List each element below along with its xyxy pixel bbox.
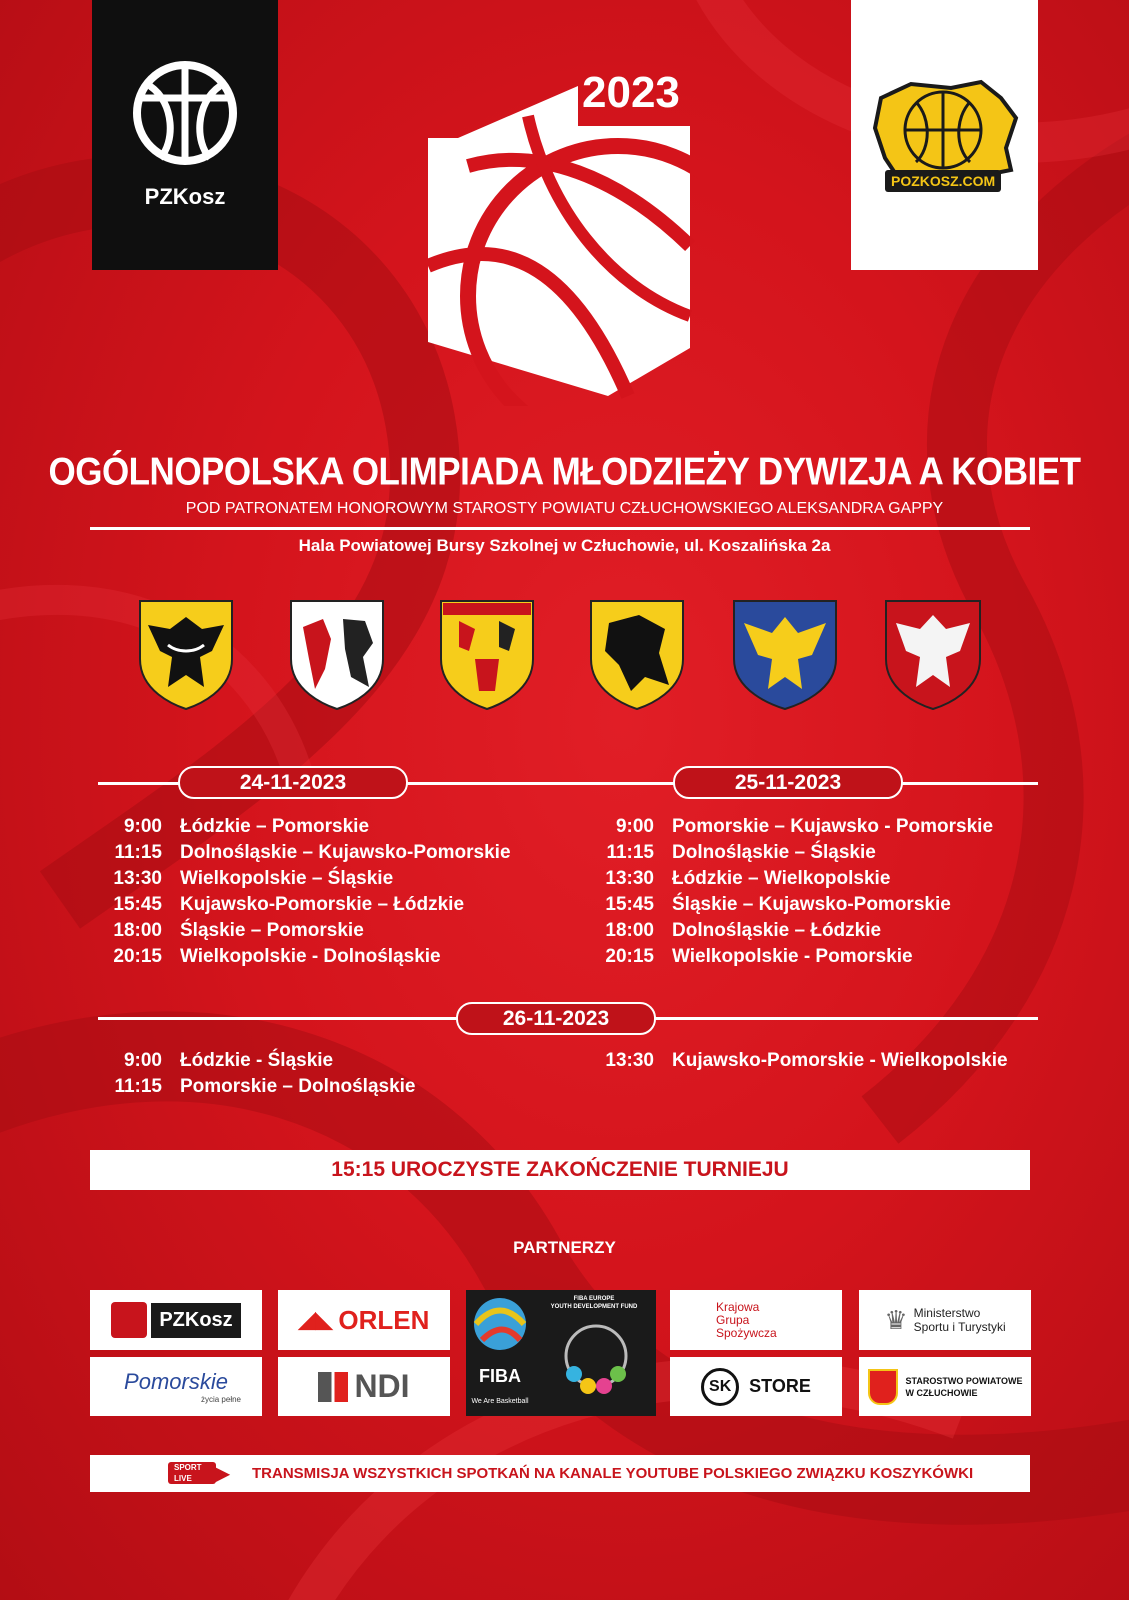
match-teams: Wielkopolskie - Dolnośląskie <box>180 946 441 967</box>
match-teams: Śląskie – Pomorskie <box>180 920 364 941</box>
partner-ministry-logo <box>859 1290 1031 1350</box>
match-time: 11:15 <box>114 842 162 863</box>
ministry-line2: Sportu i Turystyki <box>913 1320 1006 1334</box>
match-teams: Wielkopolskie - Pomorskie <box>672 946 913 967</box>
match-teams: Kujawsko-Pomorskie - Wielkopolskie <box>672 1050 1008 1071</box>
match-teams: Pomorskie – Dolnośląskie <box>180 1076 416 1097</box>
sport-live-top: SPORT <box>174 1463 202 1472</box>
pzkosz-logo <box>92 0 278 270</box>
pozkosz-logo-text: POZKOSZ.COM <box>885 170 1001 192</box>
pzkosz-logo-text: PZKosz <box>144 184 226 209</box>
fiba-tagline: We Are Basketball <box>471 1398 529 1405</box>
basketball-icon <box>111 1302 147 1338</box>
event-venue: Hala Powiatowej Bursy Szkolnej w Człuchowie, ul. Koszalińska 2a <box>298 536 831 555</box>
kgs-line3: Spożywcza <box>716 1325 777 1340</box>
sport-live-badge <box>168 1462 216 1484</box>
match-time: 11:15 <box>606 842 654 863</box>
date-day-2: 25-11-2023 <box>673 766 903 799</box>
youth-fund-icon <box>558 1320 634 1406</box>
partner-pzkosz-text: PZKosz <box>151 1303 240 1338</box>
match-row <box>100 944 560 970</box>
match-teams: Dolnośląskie – Śląskie <box>672 842 876 863</box>
closing-ceremony-banner: 15:15 UROCZYSTE ZAKOŃCZENIE TURNIEJU <box>90 1150 1030 1190</box>
wielkopolskie-crest <box>884 599 982 711</box>
basketball-icon <box>130 58 240 168</box>
divider <box>90 527 1030 530</box>
match-row <box>592 866 1032 892</box>
dolnoslaskie-crest <box>138 599 234 711</box>
date-day-1: 24-11-2023 <box>178 766 408 799</box>
kujawsko-pomorskie-crest <box>289 599 385 711</box>
match-time: 9:00 <box>615 816 654 837</box>
match-row <box>100 840 560 866</box>
match-teams: Śląskie – Kujawsko-Pomorskie <box>672 894 951 915</box>
pomorskie-tagline: życia pełne <box>200 1395 242 1404</box>
ministry-line1: Ministerstwo <box>913 1306 981 1320</box>
orlen-eagle-icon: ◢◣ <box>298 1307 333 1332</box>
stream-banner <box>90 1455 1030 1492</box>
match-time: 13:30 <box>605 1050 654 1071</box>
match-row <box>592 892 1032 918</box>
lodzkie-crest <box>439 599 535 711</box>
match-teams: Kujawsko-Pomorskie – Łódzkie <box>180 894 465 915</box>
match-row <box>592 918 1032 944</box>
pomorskie-crest <box>589 599 685 711</box>
starostwo-crest-icon <box>868 1369 898 1405</box>
date-day-3: 26-11-2023 <box>456 1002 656 1035</box>
pozkosz-logo <box>851 0 1038 270</box>
partner-pzkosz-logo <box>90 1290 262 1350</box>
play-icon: ▶ <box>214 1463 230 1485</box>
sport-live-bottom: LIVE <box>174 1474 192 1483</box>
match-row <box>592 840 1032 866</box>
match-row <box>100 892 560 918</box>
partner-starostwo-logo <box>859 1357 1031 1416</box>
match-time: 11:15 <box>114 1076 162 1097</box>
match-teams: Łódzkie – Wielkopolskie <box>672 868 891 889</box>
partner-sk-store-logo <box>670 1357 842 1416</box>
match-time: 9:00 <box>123 816 162 837</box>
match-time: 15:45 <box>605 894 654 915</box>
slaskie-crest <box>732 599 838 711</box>
event-subtitle: POD PATRONATEM HONOROWYM STAROSTY POWIATU CZŁUCHOWSKIEGO ALEKSANDRA GAPPY <box>185 500 944 517</box>
match-teams: Pomorskie – Kujawsko - Pomorskie <box>672 816 994 837</box>
match-time: 18:00 <box>605 920 654 941</box>
partner-kgs-logo <box>670 1290 842 1350</box>
match-time: 9:00 <box>123 1050 162 1071</box>
partners-title: PARTNERZY <box>513 1238 616 1257</box>
partner-orlen-text: ORLEN <box>338 1304 430 1335</box>
fiba-fund-line2: YOUTH DEVELOPMENT FUND <box>550 1304 638 1310</box>
fiba-text: FIBA <box>479 1366 521 1386</box>
partner-fiba-logo <box>466 1290 656 1416</box>
fiba-fund-line1: FIBA EUROPE <box>573 1296 615 1302</box>
schedule-day-3-left <box>100 1048 560 1100</box>
fiba-globe-icon <box>472 1296 528 1352</box>
match-row <box>100 1074 560 1100</box>
eagle-icon: ♛ <box>884 1304 908 1335</box>
match-row <box>100 1048 560 1074</box>
starostwo-line2: W CZŁUCHOWIE <box>905 1387 978 1398</box>
partner-ndi-logo <box>278 1357 450 1416</box>
schedule-day-1 <box>100 814 560 970</box>
emblem-year: 2023 <box>582 68 680 117</box>
match-time: 20:15 <box>605 946 654 967</box>
ndi-square-icon <box>318 1372 348 1402</box>
match-time: 18:00 <box>113 920 162 941</box>
partner-pomorskie-logo <box>90 1357 262 1416</box>
match-time: 13:30 <box>605 868 654 889</box>
sk-circle-icon: SK <box>701 1368 739 1406</box>
match-teams: Dolnośląskie – Kujawsko-Pomorskie <box>180 842 511 863</box>
match-teams: Wielkopolskie – Śląskie <box>180 868 394 889</box>
match-time: 13:30 <box>113 868 162 889</box>
match-teams: Dolnośląskie – Łódzkie <box>672 920 882 941</box>
stream-text: TRANSMISJA WSZYSTKICH SPOTKAŃ NA KANALE YOUTUBE POLSKIEGO ZWIĄZKU KOSZYKÓWKI <box>252 1465 974 1482</box>
olympiad-emblem <box>428 86 698 406</box>
kgs-line1: Krajowa <box>716 1299 760 1314</box>
partner-ndi-text: NDI <box>354 1368 410 1404</box>
match-row <box>592 1048 1032 1074</box>
match-row <box>592 944 1032 970</box>
schedule-day-2 <box>592 814 1032 970</box>
match-row <box>100 866 560 892</box>
event-title: OGÓLNOPOLSKA OLIMPIADA MŁODZIEŻY DYWIZJA A KOBIET <box>48 449 1081 494</box>
match-row <box>592 814 1032 840</box>
partner-orlen-logo <box>278 1290 450 1350</box>
match-teams: Łódzkie - Śląskie <box>180 1050 334 1071</box>
match-row <box>100 918 560 944</box>
partner-pomorskie-text: Pomorskie <box>124 1369 228 1394</box>
match-time: 20:15 <box>113 946 162 967</box>
match-time: 15:45 <box>113 894 162 915</box>
starostwo-line1: STAROSTWO POWIATOWE <box>905 1375 1023 1386</box>
schedule-day-3-right <box>592 1048 1032 1074</box>
match-row <box>100 814 560 840</box>
partner-store-text: STORE <box>749 1376 811 1396</box>
kgs-line2: Grupa <box>716 1312 750 1327</box>
match-teams: Łódzkie – Pomorskie <box>180 816 370 837</box>
